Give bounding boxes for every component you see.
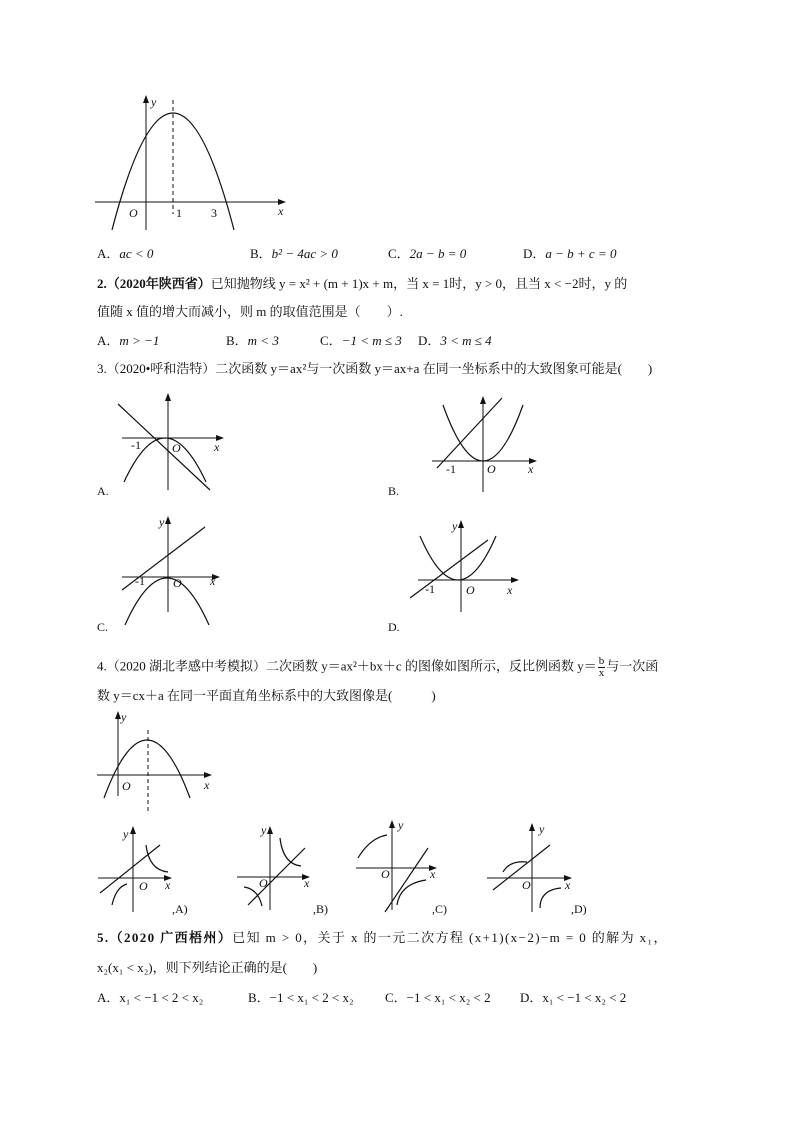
- q3-graph-d: [388, 519, 518, 634]
- q4-choice-d: [487, 822, 587, 916]
- q1-graph: [95, 95, 285, 230]
- option-text: 3 < m ≤ 4: [440, 333, 492, 348]
- option-label: D．: [523, 246, 546, 261]
- option-label: D．: [520, 990, 543, 1005]
- option-text: x₁ < −1 < 2 < x₂: [119, 990, 204, 1005]
- q2-option-c: [320, 333, 402, 349]
- y-axis-label: y: [539, 822, 545, 836]
- q2-line1: [97, 276, 627, 292]
- origin-label: O: [487, 462, 496, 476]
- x-axis-label: x: [565, 878, 571, 892]
- option-label-b: B.: [388, 484, 400, 498]
- option-label: C．: [388, 246, 410, 261]
- hyperbola-branch: [146, 845, 168, 872]
- option-text: −1 < x₁ < x₂ < 2: [406, 990, 491, 1005]
- x-axis-label: x: [165, 878, 171, 892]
- x-axis-label: x: [214, 440, 220, 454]
- x-axis-label: x: [278, 204, 284, 218]
- option-text: −1 < x₁ < 2 < x₂: [269, 990, 354, 1005]
- tick-label-1: 1: [176, 206, 182, 220]
- question-number: 2.: [97, 276, 107, 291]
- question-text: 4.（2020 湖北孝感中考模拟）二次函数 y＝ax²＋bx＋c 的图像如图所示，反比例函数 y＝: [97, 658, 597, 674]
- option-label: A．: [97, 990, 120, 1005]
- fraction-denominator: x: [598, 667, 605, 679]
- origin-label: O: [139, 879, 148, 893]
- option-label: C．: [385, 990, 407, 1005]
- q4-choice-b: [237, 823, 328, 916]
- q3-graph-c: [97, 515, 219, 634]
- tick-label-neg1: -1: [131, 438, 141, 452]
- option-label: B．: [248, 990, 270, 1005]
- origin-label: O: [522, 878, 531, 892]
- q3-question: 3.（2020•呼和浩特）二次函数 y＝ax²与一次函数 y＝ax+a 在同一坐标系中的大致图象可能是( ): [97, 361, 653, 376]
- hyperbola-branch: [503, 862, 527, 872]
- option-text: ac < 0: [119, 246, 154, 261]
- option-text: 2a − b = 0: [409, 246, 467, 261]
- option-text: x₁ < −1 < x₂ < 2: [542, 990, 627, 1005]
- q1-option-a: [97, 246, 153, 262]
- q5-option-c: [385, 990, 491, 1006]
- q4-graph: [97, 710, 211, 812]
- tick-label-neg1: -1: [446, 462, 456, 476]
- y-axis-label: y: [123, 827, 129, 841]
- q1-option-b: [250, 246, 338, 262]
- choice-label-c: ,C): [432, 902, 447, 916]
- option-label: B．: [250, 246, 272, 261]
- origin-label: O: [259, 876, 268, 890]
- q4-choice-a: [98, 827, 188, 916]
- hyperbola-branch: [112, 884, 127, 905]
- tick-label-neg1: -1: [425, 582, 435, 596]
- q2-line2: 值随 x 值的增大而减小，则 m 的取值范围是（ ）.: [97, 304, 403, 319]
- q1-option-d: [523, 246, 616, 262]
- q4-choice-c: [356, 818, 447, 916]
- q1-option-c: [388, 246, 466, 262]
- x-axis-label: x: [210, 574, 216, 588]
- x-axis-label: x: [204, 778, 210, 792]
- q5-option-a: [97, 990, 203, 1006]
- option-text: b² − 4ac > 0: [271, 246, 338, 261]
- line-graph: [385, 848, 428, 912]
- origin-label: O: [381, 867, 390, 881]
- q5-option-d: [520, 990, 626, 1006]
- q5-option-b: [248, 990, 354, 1006]
- option-text: −1 < m ≤ 3: [341, 333, 402, 348]
- question-source: （2020年陕西省）: [106, 276, 211, 291]
- option-label-d: D.: [388, 620, 400, 634]
- q2-option-a: [97, 333, 159, 349]
- option-label-a: A.: [97, 484, 109, 498]
- option-label: A．: [97, 246, 120, 261]
- q5-line2: x₂(x₁ < x₂)，则下列结论正确的是( ): [97, 960, 318, 975]
- q3-graph-a: [97, 394, 223, 498]
- option-label: B．: [226, 333, 248, 348]
- option-text: m < 3: [247, 333, 279, 348]
- origin-label: O: [172, 441, 181, 455]
- question-text: 与一次函: [606, 658, 659, 674]
- origin-label: O: [173, 576, 182, 590]
- question-source: （2020 广西梧州）: [109, 930, 233, 945]
- parabola: [104, 740, 190, 798]
- line-graph: [100, 845, 160, 893]
- hyperbola-branch: [397, 880, 426, 905]
- tick-label-3: 3: [211, 206, 217, 220]
- option-label: A．: [97, 333, 120, 348]
- q5-line1: [97, 930, 668, 946]
- option-text: m > −1: [119, 333, 160, 348]
- x-axis-label: x: [430, 867, 436, 881]
- origin-label: O: [129, 206, 138, 220]
- choice-label-a: ,A): [172, 902, 188, 916]
- q2-option-b: [226, 333, 279, 349]
- tick-label-neg1: -1: [135, 574, 145, 588]
- option-text: a − b + c = 0: [545, 246, 617, 261]
- question-text: 已知 m > 0，关于 x 的一元二次方程 (x+1)(x−2)−m = 0 的解为 x₁，: [232, 930, 668, 945]
- x-axis-label: x: [507, 583, 513, 597]
- q4-line2: 数 y＝cx＋a 在同一平面直角坐标系中的大致图像是( ): [97, 688, 436, 703]
- hyperbola-branch: [540, 888, 561, 908]
- question-number: 5.: [97, 930, 110, 945]
- y-axis-label: y: [151, 95, 157, 109]
- q3-graph-b: [388, 397, 536, 498]
- question-text: 已知抛物线 y = x² + (m + 1)x + m，当 x = 1时，y > 0，且当 x < −2时，y 的: [210, 276, 628, 291]
- choice-label-b: ,B): [313, 902, 328, 916]
- y-axis-label: y: [261, 823, 267, 837]
- option-label-c: C.: [97, 620, 109, 634]
- fraction-numerator: b: [598, 655, 605, 667]
- q4-line1: [97, 656, 658, 679]
- x-axis-label: x: [304, 876, 310, 890]
- origin-label: O: [122, 779, 131, 793]
- fraction: [598, 656, 606, 679]
- y-axis-label: y: [452, 519, 458, 533]
- option-label: D．: [418, 333, 441, 348]
- y-axis-label: y: [121, 710, 127, 724]
- y-axis-label: y: [398, 818, 404, 832]
- choice-label-d: ,D): [571, 902, 587, 916]
- hyperbola-branch: [358, 835, 387, 858]
- x-axis-label: x: [528, 462, 534, 476]
- y-axis-label: y: [159, 515, 165, 529]
- q2-option-d: [418, 333, 492, 349]
- origin-label: O: [466, 583, 475, 597]
- option-label: C．: [320, 333, 342, 348]
